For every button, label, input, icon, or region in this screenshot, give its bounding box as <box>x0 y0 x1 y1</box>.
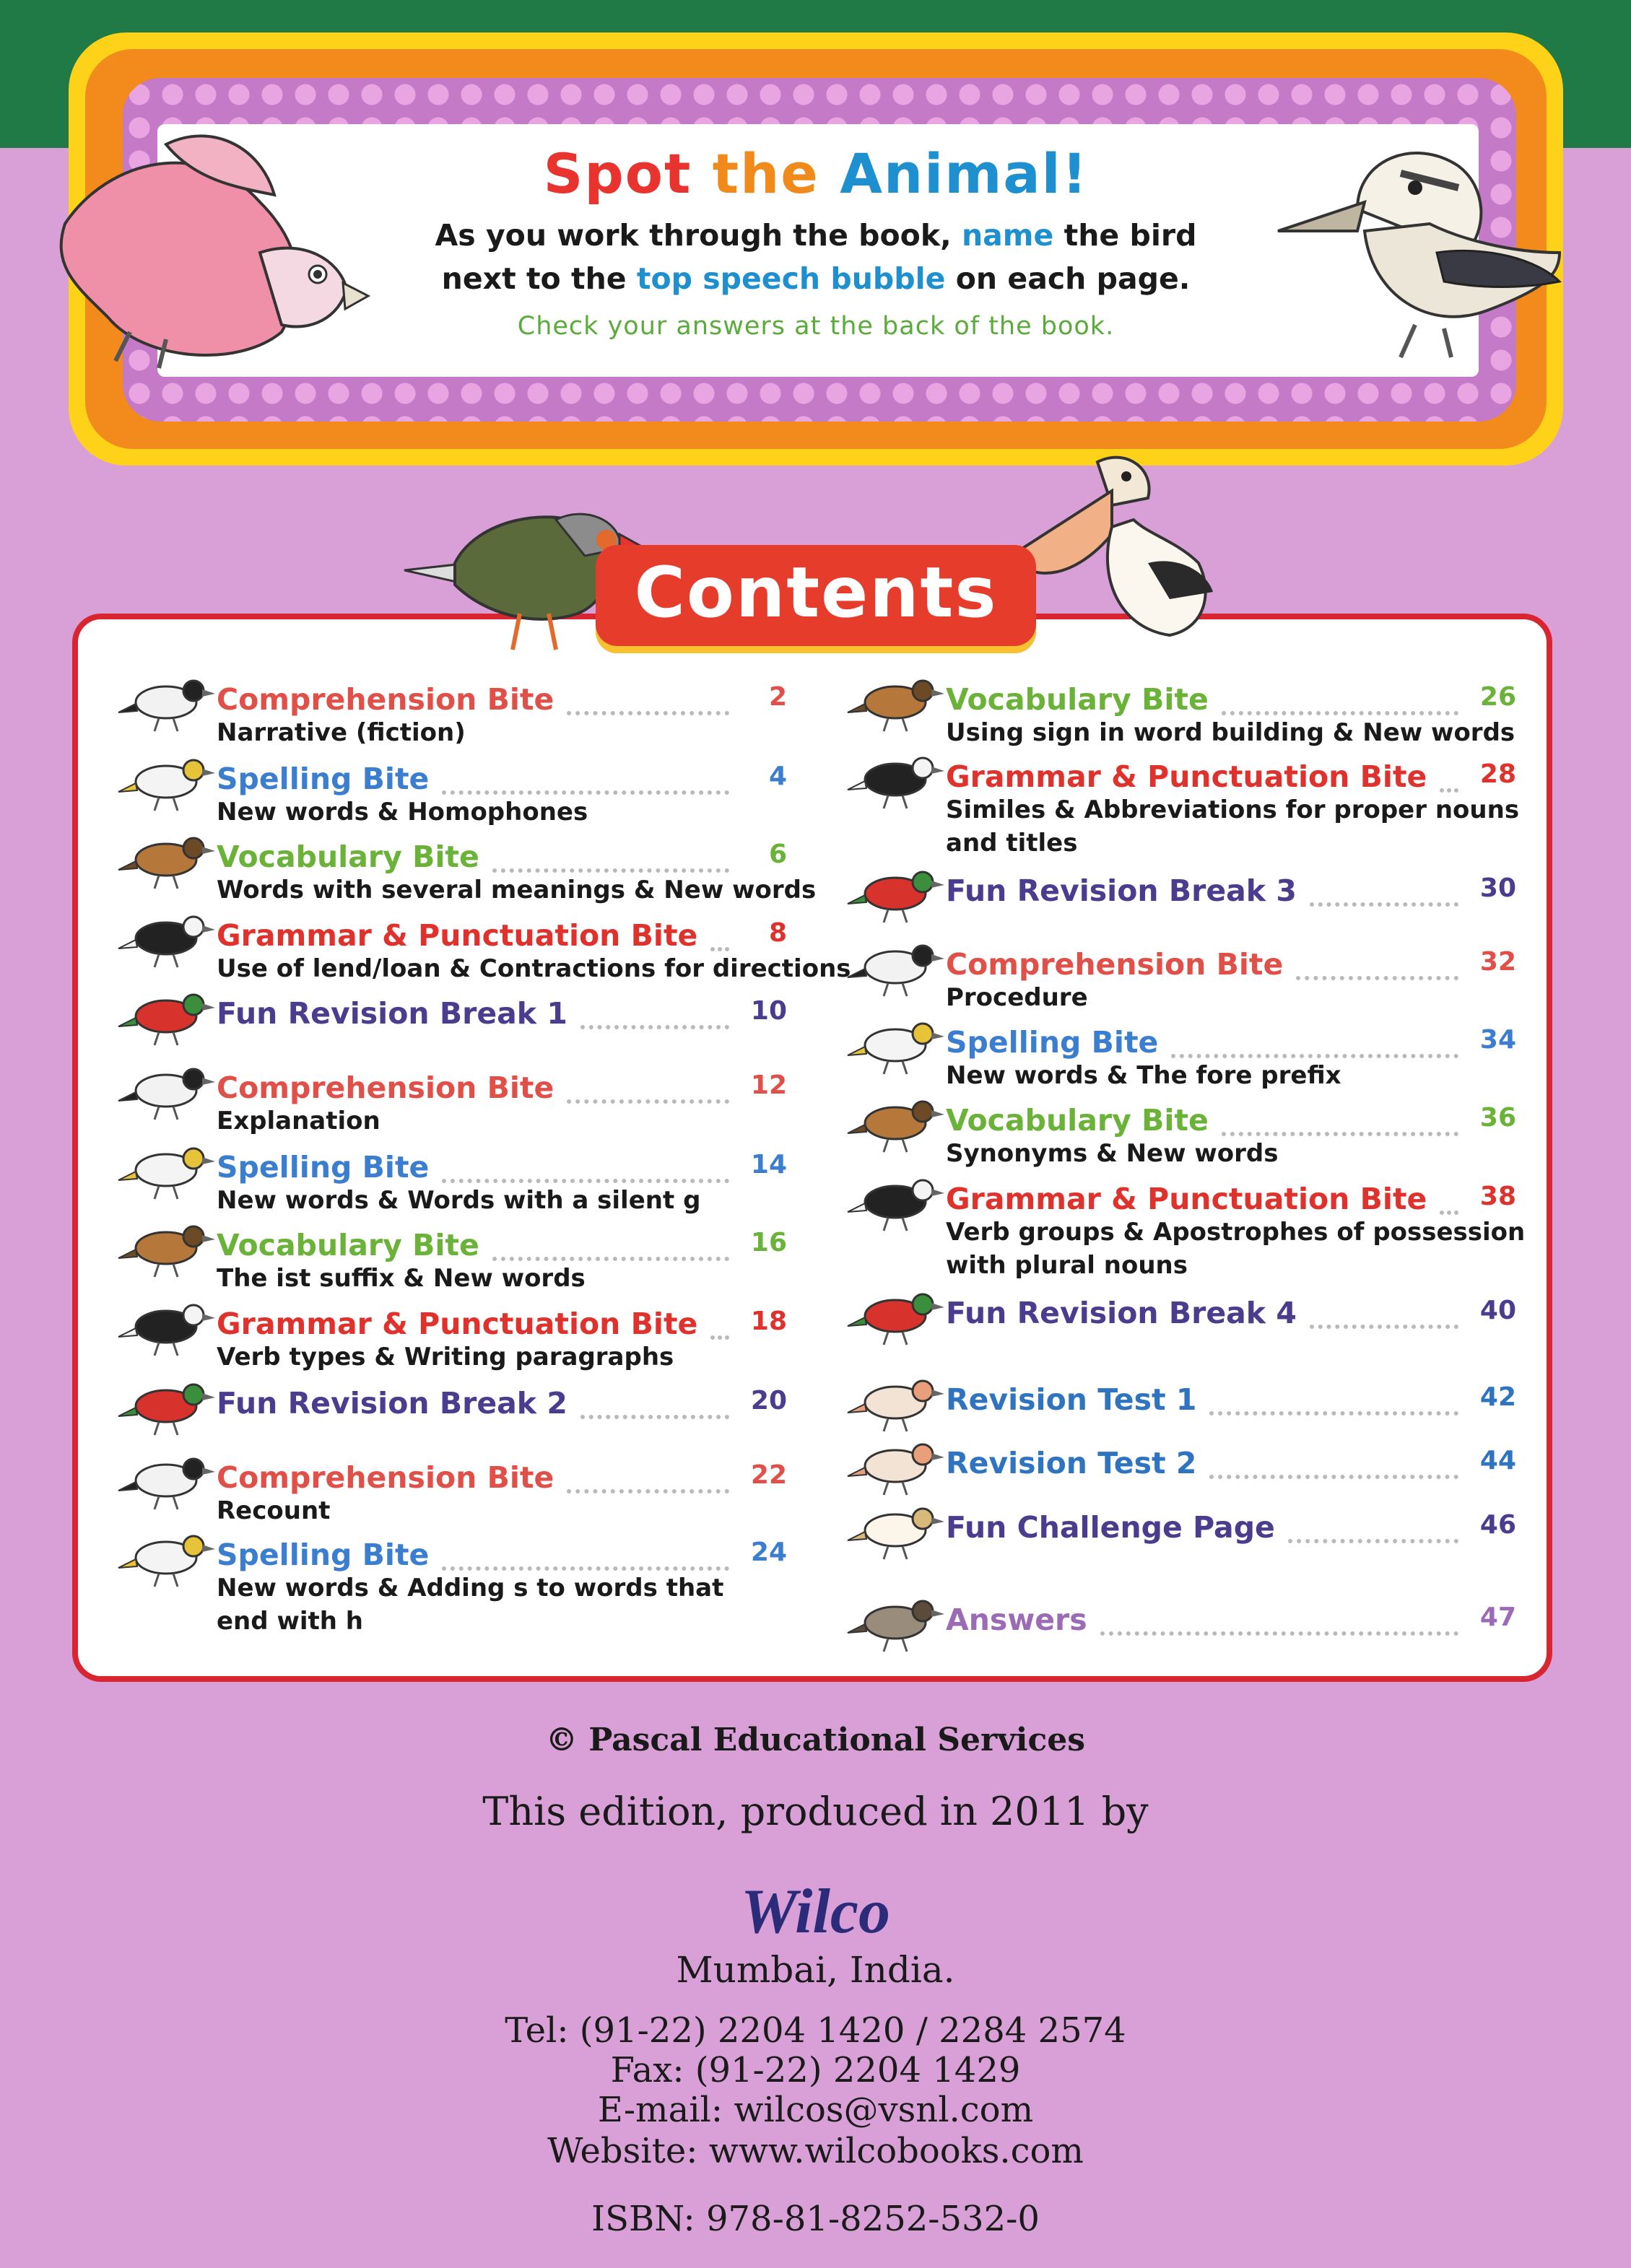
toc-entry-title: Vocabulary Bite <box>217 1228 479 1262</box>
toc-entry-description: Words with several meanings & New words <box>217 876 817 904</box>
toc-entry-title: Grammar & Punctuation Bite <box>217 1307 698 1341</box>
toc-entry-description: Explanation <box>217 1107 380 1135</box>
toc-page-number: 14 <box>750 1150 787 1179</box>
left-item-5-bird-icon <box>116 982 217 1047</box>
toc-entry-title: Grammar & Punctuation Bite <box>946 1182 1427 1216</box>
toc-entry-description: Recount <box>217 1496 331 1525</box>
toc-entry[interactable] <box>946 1446 1516 1480</box>
toc-entry-title: Grammar & Punctuation Bite <box>946 759 1427 794</box>
toc-leader-dots <box>492 868 729 873</box>
right-item-7-bird-icon <box>845 1167 946 1232</box>
toc-page-number: 36 <box>1479 1103 1516 1133</box>
toc-page-number: 18 <box>750 1307 787 1336</box>
toc-page-number: 38 <box>1479 1182 1516 1211</box>
toc-leader-dots <box>442 790 729 795</box>
toc-entry-title: Spelling Bite <box>217 762 430 796</box>
toc-page-number: 32 <box>1479 947 1516 977</box>
text-segment: on each page. <box>945 261 1191 296</box>
left-item-11-bird-icon <box>116 1446 217 1511</box>
toc-leader-dots <box>1100 1631 1458 1636</box>
toc-page-number: 2 <box>768 682 787 712</box>
toc-entry-description: Verb types & Writing paragraphs <box>217 1343 674 1371</box>
galah-bird-icon <box>22 115 397 375</box>
toc-page-number: 30 <box>1479 873 1516 903</box>
right-item-6-bird-icon <box>845 1089 946 1153</box>
left-item-9-bird-icon <box>116 1292 217 1357</box>
toc-entry[interactable] <box>946 1296 1516 1330</box>
toc-entry[interactable] <box>946 682 1516 750</box>
toc-page-number: 6 <box>768 839 787 869</box>
toc-page-number: 47 <box>1479 1602 1516 1632</box>
copyright: © Pascal Educational Services <box>545 1722 1086 1758</box>
left-item-10-bird-icon <box>116 1371 217 1436</box>
contents-title: Contents <box>634 552 998 633</box>
toc-entry[interactable] <box>217 1150 787 1218</box>
spot-title-word-2: the <box>712 141 819 206</box>
toc-entry[interactable] <box>217 996 787 1031</box>
toc-entry[interactable] <box>217 1307 787 1374</box>
toc-entry-description: Synonyms & New words <box>946 1139 1279 1168</box>
toc-leader-dots <box>710 947 729 951</box>
toc-page-number: 10 <box>750 996 787 1026</box>
toc-entry[interactable] <box>946 1025 1516 1093</box>
right-item-8-bird-icon <box>845 1281 946 1346</box>
toc-leader-dots <box>710 1335 729 1340</box>
toc-entry[interactable] <box>217 839 817 907</box>
publisher-tel: Tel: (91-22) 2204 1420 / 2284 2574 <box>505 2010 1126 2051</box>
toc-entry-description: Verb groups & Apostrophes of possession <box>946 1218 1526 1247</box>
toc-entry-description: Using sign in word building & New words <box>946 718 1515 747</box>
toc-entry-title: Vocabulary Bite <box>946 1103 1209 1138</box>
toc-leader-dots <box>1310 1325 1458 1329</box>
right-item-5-bird-icon <box>845 1011 946 1076</box>
toc-entry-title: Vocabulary Bite <box>946 682 1209 717</box>
toc-leader-dots <box>567 1099 729 1104</box>
toc-entry-title: Spelling Bite <box>217 1150 430 1185</box>
toc-entry-title: Comprehension Bite <box>217 1460 554 1495</box>
toc-entry[interactable] <box>217 1386 787 1421</box>
toc-entry-description: Use of lend/loan & Contractions for directions <box>217 954 851 983</box>
toc-entry-description: with plural nouns <box>946 1251 1188 1280</box>
toc-entry-description: New words & Words with a silent g <box>217 1186 701 1215</box>
toc-leader-dots <box>1209 1411 1458 1416</box>
toc-entry-title: Grammar & Punctuation Bite <box>217 918 698 953</box>
toc-leader-dots <box>1440 1211 1458 1215</box>
right-item-1-bird-icon <box>845 668 946 733</box>
text-segment: the bird <box>1053 218 1197 253</box>
left-item-4-bird-icon <box>116 904 217 969</box>
publisher-city: Mumbai, India. <box>676 1949 955 1991</box>
right-item-4-bird-icon <box>845 933 946 998</box>
toc-leader-dots <box>580 1025 729 1029</box>
toc-entry-description: and titles <box>946 829 1078 858</box>
toc-leader-dots <box>580 1415 729 1419</box>
toc-leader-dots <box>567 1489 729 1493</box>
left-item-12-bird-icon <box>116 1523 217 1588</box>
edition-statement: This edition, produced in 2011 by <box>482 1789 1149 1834</box>
toc-entry-title: Spelling Bite <box>217 1538 430 1572</box>
toc-entry-title: Revision Test 2 <box>946 1446 1197 1480</box>
toc-entry-title: Comprehension Bite <box>217 682 554 717</box>
left-item-2-bird-icon <box>116 747 217 812</box>
publisher-logo: Wilco <box>741 1877 890 1947</box>
toc-leader-dots <box>1222 1132 1458 1136</box>
kookaburra-bird-icon <box>1271 108 1574 368</box>
toc-leader-dots <box>1209 1475 1458 1479</box>
toc-entry-description: Similes & Abbreviations for proper nouns <box>946 795 1520 824</box>
right-item-10-bird-icon <box>845 1431 946 1496</box>
toc-leader-dots <box>1288 1539 1458 1543</box>
toc-leader-dots <box>1310 902 1458 907</box>
toc-leader-dots <box>492 1257 729 1261</box>
toc-leader-dots <box>1440 788 1458 793</box>
toc-entry[interactable] <box>946 759 1520 860</box>
toc-entry-title: Fun Challenge Page <box>946 1510 1275 1545</box>
toc-entry[interactable] <box>946 1510 1516 1545</box>
left-item-8-bird-icon <box>116 1213 217 1278</box>
toc-page-number: 12 <box>750 1070 787 1100</box>
spot-instruction-line-2 <box>404 261 1227 296</box>
toc-page-number: 16 <box>750 1228 787 1257</box>
toc-entry[interactable] <box>946 1382 1516 1417</box>
right-item-12-bird-icon <box>845 1588 946 1653</box>
right-item-11-bird-icon <box>845 1496 946 1561</box>
toc-entry[interactable] <box>217 762 787 829</box>
toc-entry-description: Procedure <box>946 983 1088 1012</box>
toc-entry[interactable] <box>946 1182 1526 1283</box>
toc-entry-title: Comprehension Bite <box>946 947 1284 982</box>
toc-page-number: 4 <box>768 762 787 791</box>
toc-leader-dots <box>442 1566 729 1571</box>
toc-entry-title: Fun Revision Break 3 <box>946 873 1297 908</box>
toc-entry-title: Comprehension Bite <box>217 1070 554 1105</box>
toc-page-number: 22 <box>750 1460 787 1490</box>
toc-entry[interactable] <box>217 918 851 986</box>
spot-check-answers: Check your answers at the back of the book. <box>517 312 1115 341</box>
isbn: ISBN: 978-81-8252-532-0 <box>591 2199 1040 2239</box>
toc-page-number: 20 <box>750 1386 787 1416</box>
toc-entry-description: Narrative (fiction) <box>217 718 466 747</box>
left-item-3-bird-icon <box>116 825 217 890</box>
toc-entry-description: The ist suffix & New words <box>217 1264 586 1293</box>
toc-entry-title: Spelling Bite <box>946 1025 1159 1060</box>
toc-entry-title: Vocabulary Bite <box>217 839 479 874</box>
toc-entry-title: Fun Revision Break 1 <box>217 996 567 1031</box>
toc-entry[interactable] <box>217 1538 787 1639</box>
toc-entry-title: Fun Revision Break 4 <box>946 1296 1297 1330</box>
right-item-2-bird-icon <box>845 745 946 810</box>
left-item-6-bird-icon <box>116 1056 217 1121</box>
toc-page-number: 40 <box>1479 1296 1516 1325</box>
toc-entry-title: Revision Test 1 <box>946 1382 1197 1417</box>
toc-entry[interactable] <box>217 1228 787 1296</box>
toc-entry-description: end with h <box>217 1607 364 1636</box>
spot-instruction-line-1 <box>404 218 1227 253</box>
toc-leader-dots <box>567 711 729 715</box>
left-item-7-bird-icon <box>116 1135 217 1200</box>
toc-leader-dots <box>1222 711 1458 715</box>
toc-page-number: 46 <box>1479 1510 1516 1540</box>
toc-entry-description: New words & The fore prefix <box>946 1061 1341 1090</box>
toc-entry[interactable] <box>217 1460 787 1528</box>
toc-entry-description: New words & Homophones <box>217 798 588 826</box>
publisher-website: Website: www.wilcobooks.com <box>547 2131 1084 2171</box>
toc-entry[interactable] <box>217 1070 787 1138</box>
toc-entry-title: Answers <box>946 1602 1087 1637</box>
toc-page-number: 28 <box>1479 759 1516 789</box>
toc-page-number: 44 <box>1479 1446 1516 1475</box>
left-item-1-bird-icon <box>116 668 217 733</box>
publisher-fax: Fax: (91-22) 2204 1429 <box>610 2050 1021 2090</box>
toc-page-number: 34 <box>1479 1025 1516 1055</box>
right-item-9-bird-icon <box>845 1368 946 1433</box>
spot-title-word-3: Animal! <box>840 141 1089 206</box>
toc-entry[interactable] <box>946 1103 1516 1171</box>
toc-entry[interactable] <box>946 873 1516 908</box>
toc-leader-dots <box>442 1179 729 1183</box>
toc-entry[interactable] <box>946 947 1516 1015</box>
right-item-3-bird-icon <box>845 859 946 924</box>
toc-page-number: 26 <box>1479 682 1516 712</box>
spot-title <box>433 141 1199 206</box>
publisher-email: E-mail: wilcos@vsnl.com <box>597 2090 1034 2130</box>
toc-entry[interactable] <box>946 1602 1516 1637</box>
toc-leader-dots <box>1171 1054 1458 1058</box>
toc-page-number: 42 <box>1479 1382 1516 1412</box>
toc-page-number: 8 <box>768 918 787 948</box>
toc-entry-title: Fun Revision Break 2 <box>217 1386 567 1421</box>
toc-entry-description: New words & Adding s to words that <box>217 1574 724 1602</box>
highlight-speech-bubble: top speech bubble <box>636 261 946 296</box>
toc-leader-dots <box>1296 976 1458 980</box>
spot-title-word-1: Spot <box>543 141 692 206</box>
highlight-name: name <box>961 218 1054 253</box>
toc-page-number: 24 <box>750 1538 787 1567</box>
toc-entry[interactable] <box>217 682 787 750</box>
text-segment: As you work through the book, <box>435 218 962 253</box>
text-segment: next to the <box>441 261 637 296</box>
